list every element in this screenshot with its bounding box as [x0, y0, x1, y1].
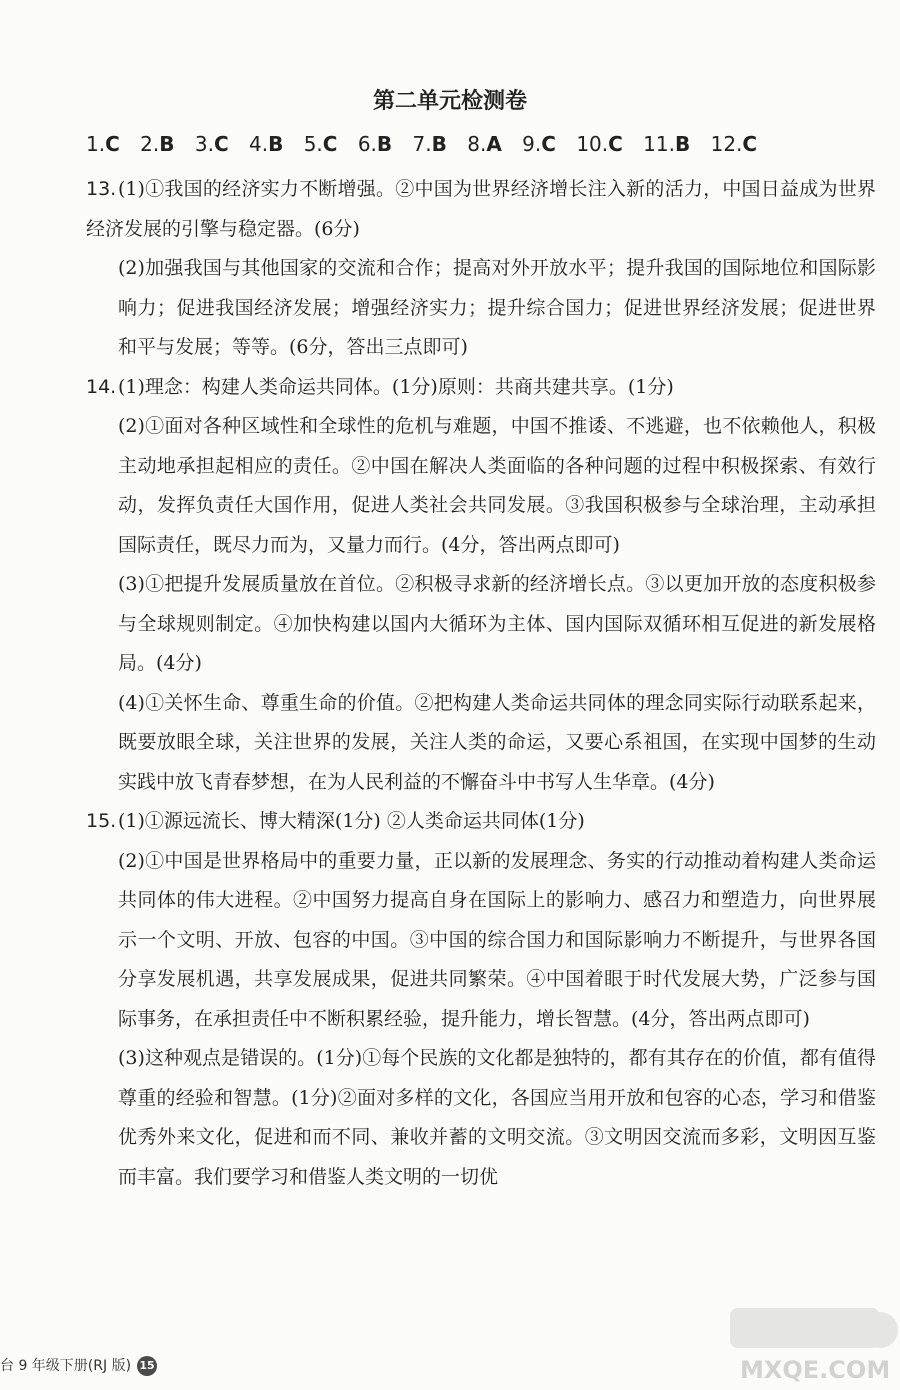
answer-item: 4.B: [248, 132, 284, 156]
question-15: [86, 802, 876, 1197]
question-number: 14.: [86, 375, 117, 398]
page-title: 第二单元检测卷: [372, 89, 527, 114]
paragraph: (4)①关怀生命、尊重生命的价值。②把构建人类命运共同体的理念同实际行动联系起来，既要放眼全球，关注世界的发展，关注人类的命运，又要心系祖国，在实现中国梦的生动实践中放飞青春梦想，在为人民利益的不懈奋斗中书写人生华章。(4分): [118, 691, 876, 793]
watermark-logo: [720, 1300, 900, 1390]
paragraph: (2)①中国是世界格局中的重要力量，正以新的发展理念、务实的行动推动着构建人类命运共同体的伟大进程。②中国努力提高自身在国际上的影响力、感召力和塑造力，向世界展示一个文明、开放、包容的中国。③中国的综合国力和国际影响力不断提升，与世界各国分享发展机遇，共享发展成果，促进共同繁荣。④中国着眼于时代发展大势，广泛参与国际事务，在承担责任中不断积累经验，提升能力，增长智慧。(4分，答出两点即可): [118, 849, 876, 1030]
answer-content: [86, 170, 876, 1197]
paragraph: (3)①把提升发展质量放在首位。②积极寻求新的经济增长点。③以更加开放的态度积极参与全球规则制定。④加快构建以国内大循环为主体、国内国际双循环相互促进的新发展格局。(4分): [118, 573, 876, 674]
watermark-text: MXQE.COM: [740, 1356, 891, 1384]
answer-item: 11.B: [643, 132, 691, 156]
answer-item: 8.A: [467, 132, 502, 156]
answer-item: 2.B: [140, 132, 175, 156]
question-number: 15.: [86, 810, 117, 832]
paragraph: (2)加强我国与其他国家的交流和合作；提高对外开放水平；提升我国的国际地位和国际影响力；促进我国经济发展；增强经济实力；提升综合国力；促进世界经济发展；促进世界和平与发展；等等。(6分，答出三点即可): [118, 257, 876, 358]
answer-item: 12.C: [710, 132, 758, 156]
footer-text: 台 9 年级下册(RJ 版): [0, 1358, 132, 1374]
answer-item: 7.B: [412, 132, 447, 156]
answer-item: 9.C: [522, 132, 556, 156]
paragraph: (2)①面对各种区域性和全球性的危机与难题，中国不推诿、不逃避，也不依赖他人，积极主动地承担起相应的责任。②中国在解决人类面临的各种问题的过程中积极探索、有效行动，发挥负责任大国作用，促进人类社会共同发展。③我国积极参与全球治理，主动承担国际责任，既尽力而为，又量力而行。(4分，答出两点即可): [118, 415, 876, 556]
paragraph: (1)①我国的经济实力不断增强。②中国为世界经济增长注入新的活力，中国日益成为世界经济发展的引擎与稳定器。(6分): [86, 178, 876, 240]
answer-item: 10.C: [576, 132, 623, 156]
page-number-badge: 15: [137, 1356, 157, 1376]
paragraph: (1)①源远流长、博大精深(1分) ②人类命运共同体(1分): [118, 810, 585, 832]
answer-item: 1.C: [86, 132, 120, 156]
paragraph: (1)理念：构建人类命运共同体。(1分)原则：共商共建共享。(1分): [118, 375, 674, 398]
page-footer: [0, 1355, 157, 1376]
answer-item: 6.B: [357, 132, 393, 156]
question-13: [86, 170, 876, 368]
answer-item: 5.C: [303, 132, 338, 156]
answer-item: 3.C: [194, 132, 229, 156]
question-number: 13.: [86, 178, 117, 200]
multiple-choice-answers: [86, 132, 771, 156]
question-14: [86, 368, 876, 803]
paragraph: (3)这种观点是错误的。(1分)①每个民族的文化都是独特的，都有其存在的价值，都有值得尊重的经验和智慧。(1分)②面对多样的文化，各国应当用开放和包容的心态，学习和借鉴优秀外来文化，促进和而不同、兼收并蓄的文明交流。③文明因交流而多彩，文明因互鉴而丰富。我们要学习和借鉴人类文明的一切优: [118, 1047, 876, 1188]
